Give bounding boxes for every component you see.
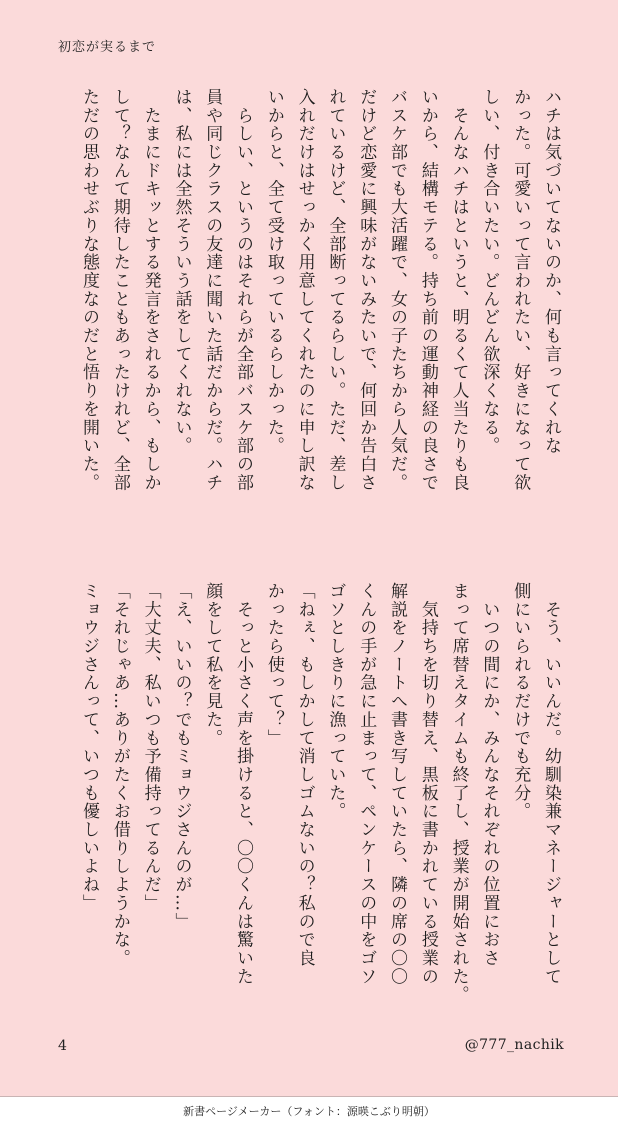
text-line: 「ねぇ、もしかして消しゴムないの？私ので良 — [294, 582, 315, 968]
text-line: バスケ部でも大活躍で、女の子たちから人気だ。 — [387, 88, 408, 492]
text-line: しい、付き合いたい。どんどん欲深くなる。 — [479, 88, 500, 455]
text-line: 解説をノートへ書き写していたら、隣の席の〇〇 — [387, 582, 408, 986]
text-line: 側にいられるだけでも充分。 — [510, 582, 531, 821]
text-line: ミョウジさんって、いつも優しいよね」 — [79, 582, 100, 913]
book-title: 初恋が実るまで — [58, 40, 157, 55]
text-line: 員や同じクラスの友達に聞いた話だからだ。ハチ — [202, 88, 223, 492]
text-block-top — [56, 88, 566, 528]
text-line: 「それじゃあ…ありがたくお借りしようかな。 — [109, 582, 130, 968]
text-line: 入れだけはせっかく用意してくれたのに申し訳な — [294, 88, 315, 492]
text-line: かった。可愛いって言われたい、好きになって欲 — [510, 88, 531, 492]
text-line: いからと、全て受け取っているらしかった。 — [263, 88, 284, 455]
text-line: ただの思わせぶりな態度なのだと悟りを開いた。 — [79, 88, 100, 492]
page-number: 4 — [58, 1038, 67, 1054]
text-line: いつの間にか、みんなそれぞれの位置におさ — [479, 582, 500, 968]
text-line: たまにドキッとする発言をされるから、もしか — [140, 88, 161, 492]
text-line: 顔をして私を見た。 — [202, 582, 223, 748]
text-line: まって席替えタイムも終了し、授業が開始された。 — [448, 582, 469, 1005]
text-line: れているけど、全部断ってるらしい。ただ、差し — [325, 88, 346, 492]
generator-credit: 新書ページメーカー（フォント：源暎こぶり明朝） — [183, 1105, 435, 1118]
text-block-bottom — [56, 582, 566, 1022]
text-line: ハチは気づいてないのか、何も言ってくれな — [541, 88, 561, 455]
text-line: 「え、いいの？でもミョウジさんのが…」 — [171, 582, 192, 931]
author-handle: @777_nachik — [464, 1037, 564, 1053]
text-line: そっと小さく声を掛けると、〇〇くんは驚いた — [233, 582, 254, 986]
text-line: は、私には全然そういう話をしてくれない。 — [171, 88, 192, 455]
text-line: して？なんて期待したこともあったけれど、全部 — [109, 88, 130, 492]
text-line: くんの手が急に止まって、ペンケースの中をゴソ — [356, 582, 377, 986]
text-line: そんなハチはというと、明るくて人当たりも良 — [448, 88, 469, 492]
text-line: 気持ちを切り替え、黒板に書かれている授業の — [417, 582, 438, 986]
text-line: ゴソとしきりに漁っていた。 — [325, 582, 346, 821]
text-line: 「大丈夫、私いつも予備持ってるんだ」 — [140, 582, 161, 913]
text-line: だけど恋愛に興味がないみたいで、何回か告白さ — [356, 88, 377, 492]
text-line: かったら使って？」 — [263, 582, 284, 748]
text-line: そう、いいんだ。幼馴染兼マネージャーとして — [541, 582, 561, 986]
text-line: らしい、というのはそれらが全部バスケ部の部 — [233, 88, 254, 492]
text-line: いから、結構モテる。持ち前の運動神経の良さで — [417, 88, 438, 492]
